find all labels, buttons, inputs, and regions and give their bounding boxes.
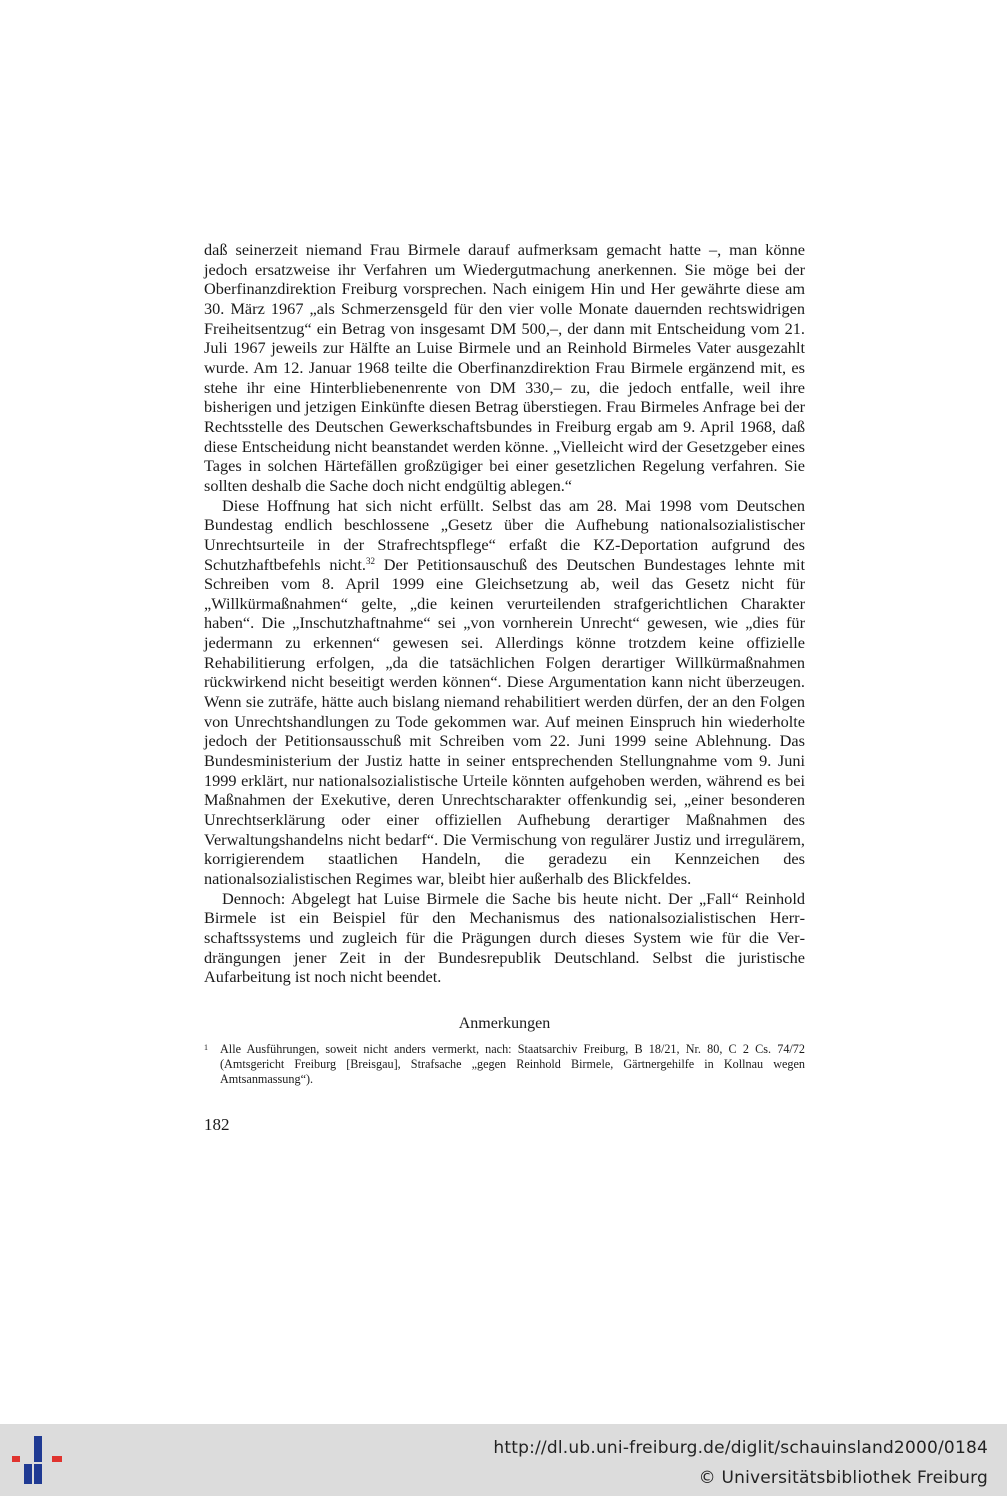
body-paragraph-3: Dennoch: Abgelegt hat Luise Birmele die Sache bis heute nicht. Der „Fall“ Reinhold Birmele ist ein Beispiel für den Mechanismus des nationalsozialistischen Herrschaftssystems und zugleich für die Prägungen durch dieses System wie für die Verdrängungen jener Zeit in der Bundesrepublik Deutschland. Selbst die juristische Aufarbeitung ist noch nicht beendet. (204, 888, 805, 987)
body-paragraph-2 (204, 496, 805, 889)
paragraph-2-text-b: Der Petitionsauschuß des Deutschen Bundestages lehnte mit Schreiben vom 8. April 1999 eine Gleichsetzung ab, weil das Gesetz nicht für „Willkürmaßnahmen“ gelte, „die keinen verurteilenden strafgerichtlichen Charakter haben“. Die „Inschutzhaftnahme“ sei „von vornherein Unrecht“ gewesen, wie „dies für jedermann zu erkennen“ gewesen sei. Allerdings könne trotzdem keine offizielle Rehabilitierung erfolgen, „da die tatsächlichen Folgen derartiger Willkürmaßnahmen rückwirkend nicht beseitigt werden können“. Diese Argumentation kann nicht überzeugen. Wenn sie zuträfe, hätte auch bislang niemand rehabilitiert werden dürfen, der an den Folgen von Unrechtshandlungen zu Tode gekommen war. Auf meinen Einspruch hin wiederholte jedoch der Petitionsausschuß mit Schreiben vom 22. Juni 1999 seine Ablehnung. Das Bundesministerium der Justiz hatte in seiner entsprechenden Stellungnahme vom 9. Juni 1999 erklärt, nur nationalsozialistische Urteile könnten aufgehoben werden, während es bei Maßnahmen der Exekutive, deren Unrechtscharakter offenkundig sei, „einer besonderen Unrechtserklärung oder einer offiziellen Aufhebung derartiger Maßnahmen des Verwaltungshandelns nicht bedarf“. Die Vermischung von regulärer Justiz und irregulärem, korrigierendem staatlichen Handeln, die geradezu ein Kennzeichen des nationalsozialistischen Regimes war, bleibt hier außerhalb des Blickfeldes. (204, 554, 806, 888)
body-paragraph-1: daß seinerzeit niemand Frau Birmele darauf aufmerksam gemacht hatte –, man könne jedoch ersatzweise ihr Verfahren um Wiedergutmachung anerkennen. Sie möge bei der Oberfinanzdirektion Freiburg vorsprechen. Nach einigem Hin und Her gewährte diese am 30. März 1967 „als Schmerzensgeld für den vier volle Monate dauernden rechtswidrigen Freiheitsentzug“ ein Betrag von insgesamt DM 500,–, der dann mit Entscheidung vom 21. Juli 1967 jeweils zur Hälfte an Luise Birmele und an Reinhold Birmeles Vater ausgezahlt wurde. Am 12. Januar 1968 teilte die Oberfinanzdirektion Frau Birmele ergänzend mit, es stehe ihr eine Hinterbliebenenrente von DM 330,– zu, die jedoch entfalle, weil ihre bisherigen und jetzigen Einkünfte diesen Betrag überstiegen. Frau Birmeles Anfrage bei der Rechtsstelle des Deutschen Gewerkschaftsbundes in Freiburg ergab am 9. April 1968, daß diese Entscheidung nicht beanstandet werden könne. „Vielleicht wird der Gesetzgeber eines Tages in solchen Härtefällen großzügiger bei einer gesetzlichen Regelung verfahren. Sie sollten deshalb die Sache doch nicht endgültig ablegen.“ (204, 240, 805, 495)
footnote-number: 1 (204, 1042, 208, 1052)
footnote-1 (204, 1042, 805, 1087)
copyright-text: © Universitätsbibliothek Freiburg (698, 1468, 988, 1488)
source-url-link[interactable]: http://dl.ub.uni-freiburg.de/diglit/schauinsland2000/0184 (493, 1438, 988, 1458)
page-content (204, 240, 805, 1135)
footnote-reference-32: 32 (366, 555, 375, 566)
paragraph-2-text-a: Diese Hoffnung hat sich nicht erfüllt. Selbst das am 28. Mai 1998 vom Deutschen Bundestag endlich beschlossene „Gesetz über die Aufhebung nationalsozialistischer Unrechtsurteile in der Strafrechtspflege“ erfaßt die KZ-Deportation aufgrund des Schutzhaftbefehls nicht. (204, 495, 805, 574)
page-number: 182 (204, 1114, 230, 1134)
footnote-text: Alle Ausführungen, soweit nicht anders vermerkt, nach: Staatsarchiv Freiburg, B 18/21, Nr. 80, C 2 Cs. 74/72 (Amtsgericht Freiburg [Breisgau], Strafsache „gegen Reinhold Birmele, Gärtnergehilfe in Kollnau wegen Amtsanmassung“). (220, 1041, 805, 1086)
footer-bar (0, 1424, 1007, 1496)
notes-heading: Anmerkungen (458, 1014, 551, 1032)
ub-freiburg-logo-icon (12, 1436, 64, 1484)
